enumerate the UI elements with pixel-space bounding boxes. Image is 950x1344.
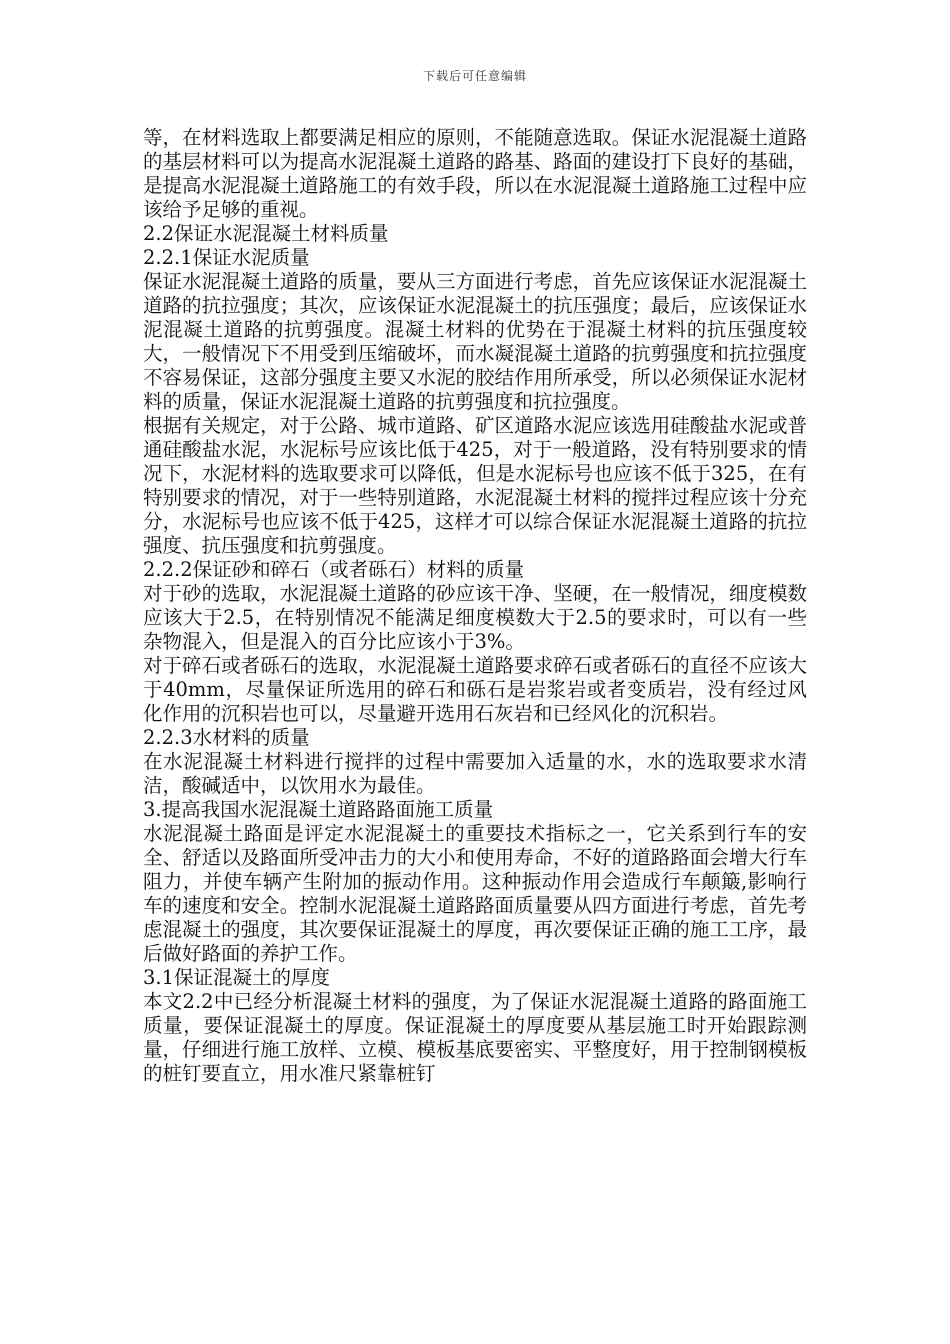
paragraph-water: 在水泥混凝土材料进行搅拌的过程中需要加入适量的水，水的选取要求水清洁，酸碱适中，以饮用水为最佳。	[143, 750, 807, 797]
section-heading-3: 3.提高我国水泥混凝土道路路面施工质量	[143, 798, 494, 821]
section-heading-2-2-3: 2.2.3水材料的质量	[143, 726, 310, 749]
page-header: 下载后可任意编辑	[422, 69, 527, 83]
section-heading-2-2: 2.2保证水泥混凝土材料质量	[143, 222, 389, 245]
paragraph-thickness: 本文2.2中已经分析混凝土材料的强度，为了保证水泥混凝土道路的路面施工质量，要保证混凝土的厚度。保证混凝土的厚度要从基层施工时开始跟踪测量，仔细进行施工放样、立模、模板基底要密实、平整度好，用于控制钢模板的桩钉要直立，用水准尺紧靠桩钉	[143, 990, 807, 1085]
section-heading-2-2-1: 2.2.1保证水泥质量	[143, 246, 310, 269]
paragraph-intro-continued: 等，在材料选取上都要满足相应的原则，不能随意选取。保证水泥混凝土道路的基层材料可以为提高水泥混凝土道路的路基、路面的建设打下良好的基础，是提高水泥混凝土道路施工的有效手段，所以在水泥混凝土道路施工过程中应该给予足够的重视。	[143, 126, 807, 221]
paragraph-gravel: 对于碎石或者砾石的选取，水泥混凝土道路要求碎石或者砾石的直径不应该大于40mm，尽量保证所选用的碎石和砾石是岩浆岩或者变质岩，没有经过风化作用的沉积岩也可以，尽量避开选用石灰岩和已经风化的沉积岩。	[143, 654, 807, 725]
paragraph-road-surface: 水泥混凝土路面是评定水泥混凝土的重要技术指标之一，它关系到行车的安全、舒适以及路面所受冲击力的大小和使用寿命，不好的道路路面会增大行车阻力，并使车辆产生附加的振动作用。这种振动作用会造成行车颠簸,影响行车的速度和安全。控制水泥混凝土道路路面质量要从四方面进行考虑，首先考虑混凝土的强度，其次要保证混凝土的厚度，再次要保证正确的施工工序，最后做好路面的养护工作。	[143, 822, 807, 965]
document-body	[143, 126, 807, 1086]
paragraph-cement-grade: 根据有关规定，对于公路、城市道路、矿区道路水泥应该选用硅酸盐水泥或普通硅酸盐水泥，水泥标号应该比低于425，对于一般道路，没有特别要求的情况下，水泥材料的选取要求可以降低，但是水泥标号也应该不低于325，在有特别要求的情况，对于一些特别道路，水泥混凝土材料的搅拌过程应该十分充分，水泥标号也应该不低于425，这样才可以综合保证水泥混凝土道路的抗拉强度、抗压强度和抗剪强度。	[143, 414, 807, 557]
paragraph-sand: 对于砂的选取，水泥混凝土道路的砂应该干净、坚硬，在一般情况，细度模数应该大于2.5，在特别情况不能满足细度模数大于2.5的要求时，可以有一些杂物混入，但是混入的百分比应该小于3%。	[143, 582, 807, 653]
section-heading-3-1: 3.1保证混凝土的厚度	[143, 966, 331, 989]
section-heading-2-2-2: 2.2.2保证砂和碎石（或者砾石）材料的质量	[143, 558, 525, 581]
paragraph-cement-quality: 保证水泥混凝土道路的质量，要从三方面进行考虑，首先应该保证水泥混凝土道路的抗拉强度；其次，应该保证水泥混凝土的抗压强度；最后，应该保证水泥混凝土道路的抗剪强度。混凝土材料的优势在于混凝土材料的抗压强度较大，一般情况下不用受到压缩破坏，而水凝混凝土道路的抗剪强度和抗拉强度不容易保证，这部分强度主要又水泥的胶结作用所承受，所以必须保证水泥材料的质量，保证水泥混凝土道路的抗剪强度和抗拉强度。	[143, 270, 807, 413]
